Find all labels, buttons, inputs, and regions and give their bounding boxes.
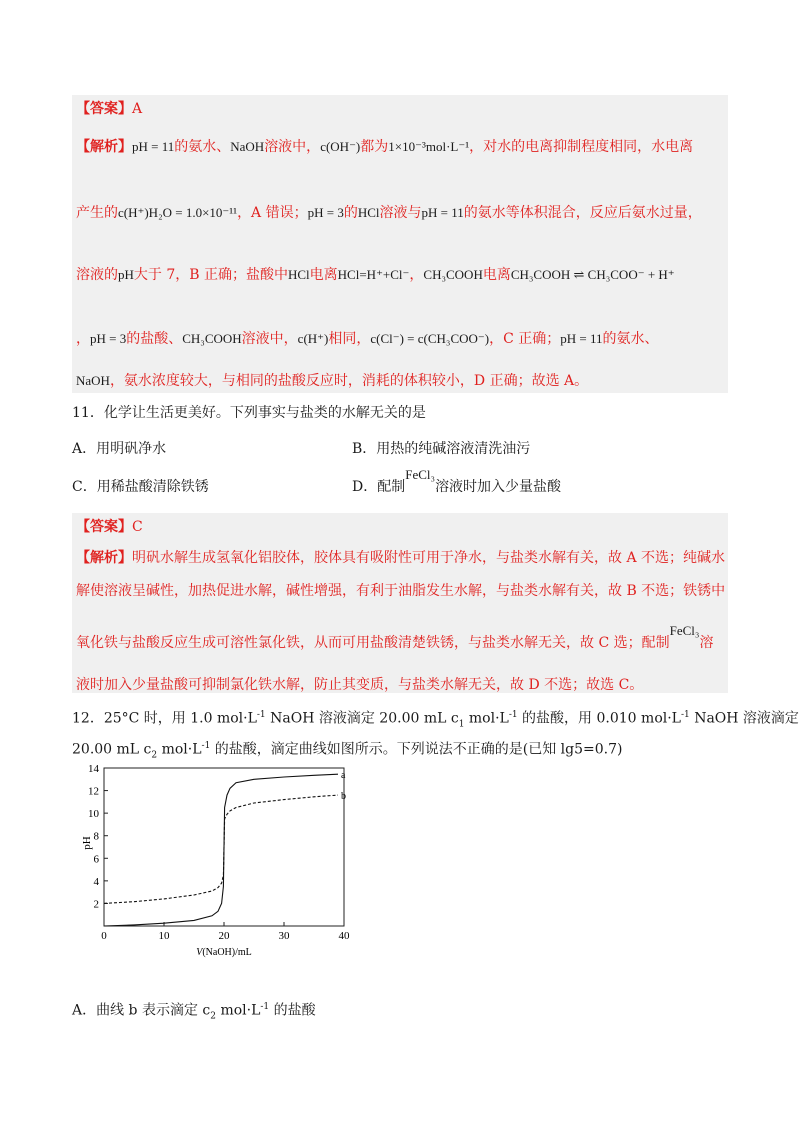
text: 溶液与: [379, 205, 422, 221]
text: ，: [76, 331, 90, 347]
question-12-line-1: [72, 706, 799, 733]
text: 的盐酸、: [126, 331, 183, 347]
text: 电离: [309, 267, 338, 283]
text: 的氨水等体积混合，反应后氨水过量，: [463, 205, 702, 221]
subscript: 2: [210, 1011, 216, 1022]
text: 大于 7，B 正确；盐酸中: [133, 267, 288, 283]
analysis-line-4: 液时加入少量盐酸可抑制氯化铁水解，防止其变质，与盐类水解无关，故 D 不选；故选 C。: [76, 677, 644, 693]
text: 溶: [699, 635, 714, 651]
question-11-option-c: C．用稀盐酸清除铁锈: [72, 479, 209, 495]
superscript: -1: [256, 710, 266, 720]
text: 溶液中，: [241, 331, 298, 347]
formula: c(H⁺): [297, 331, 329, 346]
option-d-formula: FeCl₃: [405, 467, 436, 482]
formula: c(OH⁻): [320, 139, 361, 154]
formula: pH = 3: [307, 205, 344, 220]
y-axis-label: pH: [81, 836, 93, 850]
analysis-line-4: [76, 330, 659, 348]
subscript: 1: [458, 719, 465, 730]
text: ，氨水浓度较大，与相同的盐酸反应时，消耗的体积较小，D 正确；故选 A。: [109, 373, 589, 389]
titration-curve-chart: [80, 760, 360, 960]
formula: FeCl₃: [669, 623, 700, 638]
formula: pH = 11: [560, 331, 603, 346]
option-d-prefix: D．配制: [352, 479, 406, 495]
analysis-line-1: [76, 549, 725, 567]
analysis-line-3: [76, 623, 714, 652]
text: 的盐酸，用 0.010 mol·L: [517, 710, 681, 727]
answer-block-q11: [72, 513, 728, 693]
subscript: 2: [151, 750, 158, 761]
y-tick-label: 6: [93, 853, 99, 866]
text: ，A 错误；: [237, 205, 308, 221]
text: 都为: [360, 139, 389, 155]
series-label-b: b: [341, 791, 346, 803]
text: 12．25°C 时，用 1.0 mol·L: [72, 710, 257, 727]
text: 溶液中，: [264, 139, 321, 155]
analysis-line-2: [76, 204, 702, 222]
x-tick-label: 0: [101, 930, 107, 942]
superscript: -1: [508, 710, 518, 720]
text: ，对水的电离抑制程度相同，水电离: [469, 139, 694, 155]
formula: 1×10⁻³mol·L⁻¹: [388, 139, 470, 154]
chart-axes: [88, 763, 350, 942]
analysis-tag: 【解析】: [76, 550, 132, 566]
text: mol·L: [464, 710, 509, 727]
analysis-line-2: 解使溶液呈碱性，加热促进水解，碱性增强，有利于油脂发生水解，与盐类水解有关，故 B 不选；铁锈中: [76, 583, 726, 599]
text: mol·L: [216, 1002, 261, 1019]
text: ，: [409, 267, 424, 283]
y-tick-label: 2: [93, 898, 99, 911]
formula: HCl: [357, 205, 380, 220]
y-tick-label: 10: [88, 808, 99, 821]
answer-tag: 【答案】: [76, 101, 132, 117]
text: 的氨水、: [174, 139, 231, 155]
text: 的盐酸: [269, 1002, 316, 1019]
question-11-option-b: B．用热的纯碱溶液清洗油污: [352, 441, 531, 457]
x-tick-label: 10: [158, 930, 170, 942]
superscript: -1: [260, 1002, 270, 1012]
formula: CH₃COOH: [182, 331, 242, 346]
analysis-tag: 【解析】: [76, 139, 132, 155]
formula: pH: [118, 267, 134, 282]
text: NaOH 溶液滴定: [689, 710, 799, 727]
superscript: -1: [201, 741, 211, 751]
text: ，C 正确；: [489, 331, 561, 347]
text: 的: [343, 205, 358, 221]
text: NaOH 溶液滴定 20.00 mL c: [265, 710, 459, 727]
text: 20.00 mL c: [72, 741, 152, 758]
question-12-option-a: [72, 998, 316, 1025]
analysis-line-5: [76, 372, 588, 390]
formula: c(H⁺)H₂O = 1.0×10⁻¹¹: [118, 205, 238, 220]
option-d-suffix: 溶液时加入少量盐酸: [435, 479, 562, 495]
x-tick-label: 40: [338, 930, 350, 942]
text: 产生的: [76, 205, 118, 221]
question-11-option-a: A．用明矾净水: [72, 441, 167, 457]
y-tick-label: 12: [88, 785, 99, 798]
formula: CH₃COOH ⇌ CH₃COO⁻ + H⁺: [510, 267, 675, 282]
text: 电离: [482, 267, 511, 283]
analysis-line-3: [76, 266, 675, 284]
formula: c(Cl⁻) = c(CH₃COO⁻): [370, 331, 490, 346]
superscript: -1: [680, 710, 690, 720]
y-tick-label: 14: [88, 763, 99, 775]
text: 相同，: [328, 331, 371, 347]
answer-value: A: [132, 101, 143, 117]
question-11-stem: 11．化学让生活更美好。下列事实与盐类的水解无关的是: [72, 405, 426, 421]
formula: HCl=H⁺+Cl⁻: [337, 267, 410, 282]
answer-line: [76, 518, 143, 536]
text: A．曲线 b 表示滴定 c: [72, 1002, 211, 1019]
formula: pH = 3: [90, 331, 127, 346]
answer-line: [76, 100, 142, 118]
series-line-b: [104, 795, 338, 903]
chart-series: [104, 770, 346, 926]
x-axis-label: V(NaOH)/mL: [196, 947, 252, 958]
series-label-a: a: [341, 770, 346, 782]
text: 的盐酸，滴定曲线如图所示。下列说法不正确的是(已知 lg5=0.7): [210, 741, 623, 758]
formula: pH = 11: [132, 139, 175, 154]
analysis-line-1: [76, 138, 693, 156]
text: 氧化铁与盐酸反应生成可溶性氯化铁，从而可用盐酸清楚铁锈，与盐类水解无关，故 C 选；配制: [76, 635, 670, 651]
formula: HCl: [288, 267, 310, 282]
text: 的氨水、: [602, 331, 659, 347]
text: 溶液的: [76, 267, 118, 283]
answer-tag: 【答案】: [76, 519, 132, 535]
y-tick-label: 4: [93, 875, 99, 888]
text: mol·L: [157, 741, 202, 758]
formula: CH₃COOH: [423, 267, 483, 282]
question-11-option-d: [352, 467, 562, 496]
x-tick-label: 20: [218, 930, 230, 942]
text: 明矾水解生成氢氧化铝胶体，胶体具有吸附性可用于净水，与盐类水解有关，故 A 不选；纯碱水: [132, 550, 726, 566]
x-tick-label: 30: [278, 930, 290, 942]
formula: pH = 11: [421, 205, 464, 220]
answer-value: C: [132, 519, 143, 535]
series-line-a: [104, 774, 338, 926]
y-tick-label: 8: [93, 830, 99, 843]
formula: NaOH: [76, 373, 110, 388]
formula: NaOH: [230, 139, 265, 154]
